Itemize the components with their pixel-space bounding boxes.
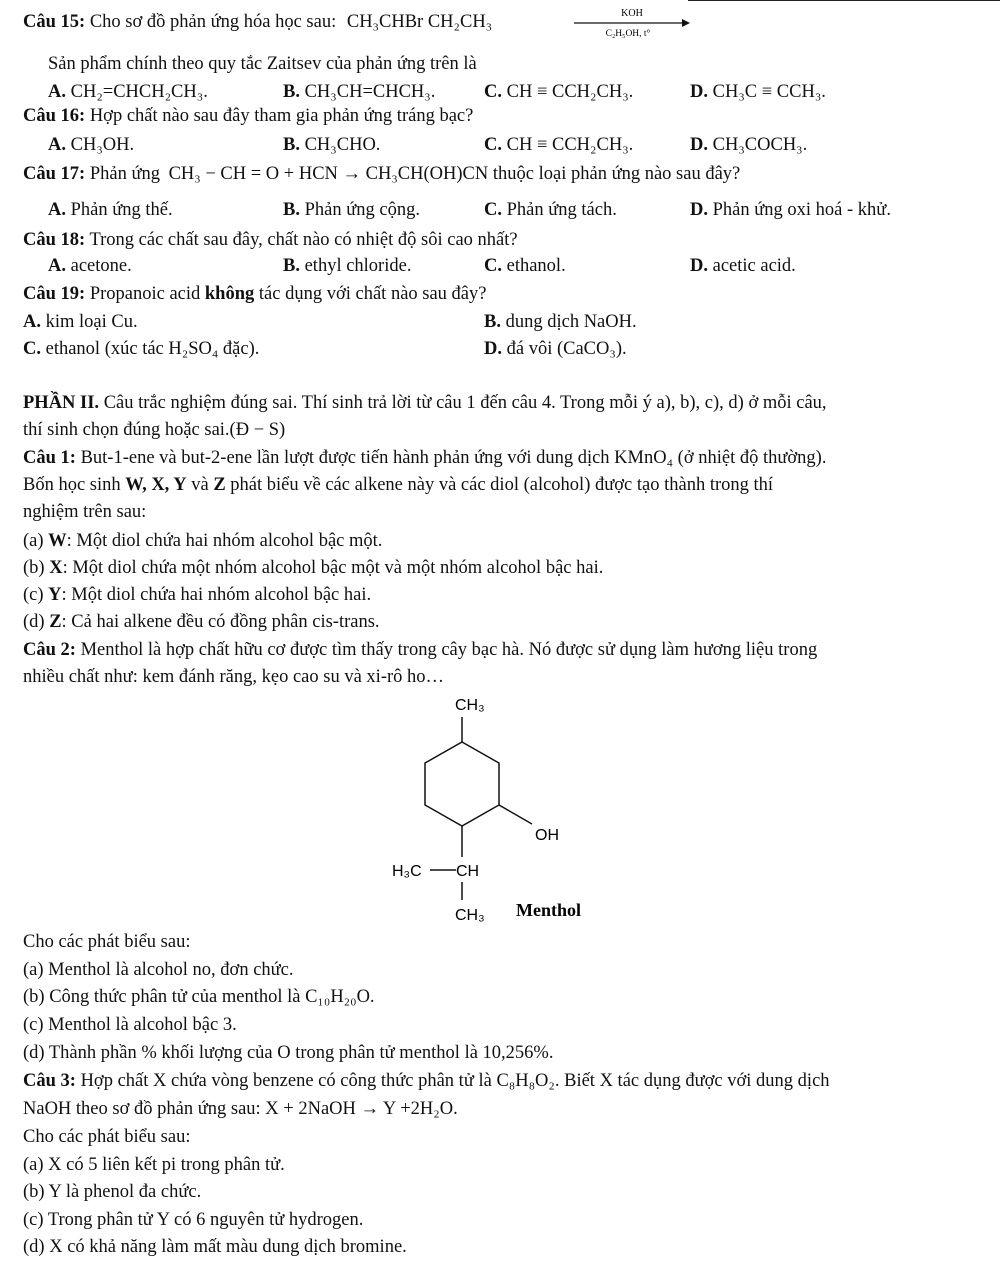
q16-label: Câu 16: [23,106,86,126]
p2q3-line2: NaOH theo sơ đồ phản ứng sau: X + 2NaOH → Y +2H₂O. [23,1099,458,1119]
menthol-oh: OH [535,827,559,844]
q18-option-d[interactable]: D. acetic acid. [690,256,796,276]
menthol-top-ch3: CH₃ [455,697,485,714]
p2q2-item-b[interactable]: (b) Công thức phân tử của menthol là C₁₀H₂₀O. [23,987,375,1007]
p2q3-item-c[interactable]: (c) Trong phân tử Y có 6 nguyên tử hydrogen. [23,1210,364,1230]
q18-option-b[interactable]: B. ethyl chloride. [283,256,412,276]
p2q1-item-a[interactable]: (a) W: Một diol chứa hai nhóm alcohol bậc một. [23,531,383,551]
q18-label: Câu 18: [23,230,86,250]
q15-arrow-top: KOH [621,8,643,19]
q16-option-a[interactable]: A. CH₃OH. [48,135,135,155]
q18-option-c[interactable]: C. ethanol. [484,256,566,276]
p2q2-line1: Câu 2: Menthol là hợp chất hữu cơ được tìm thấy trong cây bạc hà. Nó được sử dụng làm hương liệu trong [23,640,818,660]
menthol-bottom-ch3: CH₃ [455,907,485,924]
q19-option-c[interactable]: C. ethanol (xúc tác H₂SO₄ đặc). [23,339,260,359]
p2q3-label: Câu 3: [23,1071,76,1091]
q15-reactant: CH₃CHBr CH₂CH₃ [346,12,493,32]
q15-reaction-arrow [570,4,695,40]
p2q3-item-d[interactable]: (d) X có khả năng làm mất màu dung dịch bromine. [23,1237,407,1257]
p2q2-label: Câu 2: [23,640,76,660]
p2q3-item-b[interactable]: (b) Y là phenol đa chức. [23,1182,202,1202]
p2q1-line3: nghiệm trên sau: [23,502,147,522]
q19-stem: Câu 19: Propanoic acid không tác dụng với chất nào sau đây? [23,284,487,304]
q16-option-c[interactable]: C. CH ≡ CCH₂CH₃. [484,135,634,155]
p2q3-item-a[interactable]: (a) X có 5 liên kết pi trong phân tử. [23,1155,285,1175]
p2q1-line1: Câu 1: But-1-ene và but-2-ene lần lượt được tiến hành phản ứng với dung dịch KMnO₄ (ở nhiệt độ thường). [23,448,827,468]
p2q1-item-c[interactable]: (c) Y: Một diol chứa hai nhóm alcohol bậc hai. [23,585,372,605]
q17-option-c[interactable]: C. Phản ứng tách. [484,200,617,220]
q15-stem: Câu 15: Cho sơ đồ phản ứng hóa học sau: CH₃CHBr CH₂CH₃ [23,12,493,32]
p2q1-item-b[interactable]: (b) X: Một diol chứa một nhóm alcohol bậc một và một nhóm alcohol bậc hai. [23,558,604,578]
q17-option-b[interactable]: B. Phản ứng cộng. [283,200,420,220]
top-divider [688,0,1000,1]
menthol-structure [380,690,630,930]
q15-option-a[interactable]: A. CH₂=CHCH₂CH₃. [48,82,208,102]
q17-equation: CH₃ − CH = O + HCN → CH₃CH(OH)CN [168,164,489,184]
q15-option-b[interactable]: B. CH₃CH=CHCH₃. [283,82,436,102]
p2q3-line1: Câu 3: Hợp chất X chứa vòng benzene có công thức phân tử là C₈H₈O₂. Biết X tác dụng được với dung dịch [23,1071,830,1091]
p2q3-intro: Cho các phát biểu sau: [23,1127,191,1147]
p2q2-line2: nhiều chất như: kem đánh răng, kẹo cao su và xi-rô ho… [23,667,445,687]
p2q2-item-d[interactable]: (d) Thành phần % khối lượng của O trong phân tử menthol là 10,256%. [23,1043,554,1063]
p2q1-line2: Bốn học sinh W, X, Y và Z phát biểu về các alkene này và các diol (alcohol) được tạo thành trong thí [23,475,774,495]
q15-question: Sản phẩm chính theo quy tắc Zaitsev của phản ứng trên là [48,54,477,74]
part2-heading: PHẦN II. Câu trắc nghiệm đúng sai. Thí sinh trả lời từ câu 1 đến câu 4. Trong mỗi ý a), b), c), d) ở mỗi câu, [23,393,827,413]
q16-stem: Câu 16: Hợp chất nào sau đây tham gia phản ứng tráng bạc? [23,106,474,126]
q15-option-c[interactable]: C. CH ≡ CCH₂CH₃. [484,82,634,102]
q19-option-b[interactable]: B. dung dịch NaOH. [484,312,637,332]
menthol-name: Menthol [516,900,581,920]
q16-option-d[interactable]: D. CH₃COCH₃. [690,135,808,155]
q15-label: Câu 15: [23,12,86,32]
p2q1-item-d[interactable]: (d) Z: Cả hai alkene đều có đồng phân cis-trans. [23,612,380,632]
p2q2-item-c[interactable]: (c) Menthol là alcohol bậc 3. [23,1015,237,1035]
q18-stem: Câu 18: Trong các chất sau đây, chất nào có nhiệt độ sôi cao nhất? [23,230,518,250]
q19-option-d[interactable]: D. đá vôi (CaCO₃). [484,339,627,359]
q18-option-a[interactable]: A. acetone. [48,256,132,276]
q15-option-d[interactable]: D. CH₃C ≡ CCH₃. [690,82,826,102]
part2-instruction: thí sinh chọn đúng hoặc sai.(Đ − S) [23,420,286,440]
q17-option-a[interactable]: A. Phản ứng thế. [48,200,173,220]
q15-arrow-bottom: C₂H₅OH, t° [605,29,651,39]
part2-label: PHẦN II. [23,393,100,413]
p2q2-intro: Cho các phát biểu sau: [23,932,191,952]
p2q2-item-a[interactable]: (a) Menthol là alcohol no, đơn chức. [23,960,294,980]
cyclohexane-ring [425,742,499,826]
q16-option-b[interactable]: B. CH₃CHO. [283,135,381,155]
q19-option-a[interactable]: A. kim loại Cu. [23,312,138,332]
p2q1-label: Câu 1: [23,448,76,468]
q17-label: Câu 17: [23,164,86,184]
menthol-ch: CH [456,863,480,880]
q19-label: Câu 19: [23,284,86,304]
menthol-h3c: H₃C [392,863,422,880]
q17-option-d[interactable]: D. Phản ứng oxi hoá - khử. [690,200,891,220]
q17-stem: Câu 17: Phản ứng CH₃ − CH = O + HCN → CH₃CH(OH)CN thuộc loại phản ứng nào sau đây? [23,164,741,184]
